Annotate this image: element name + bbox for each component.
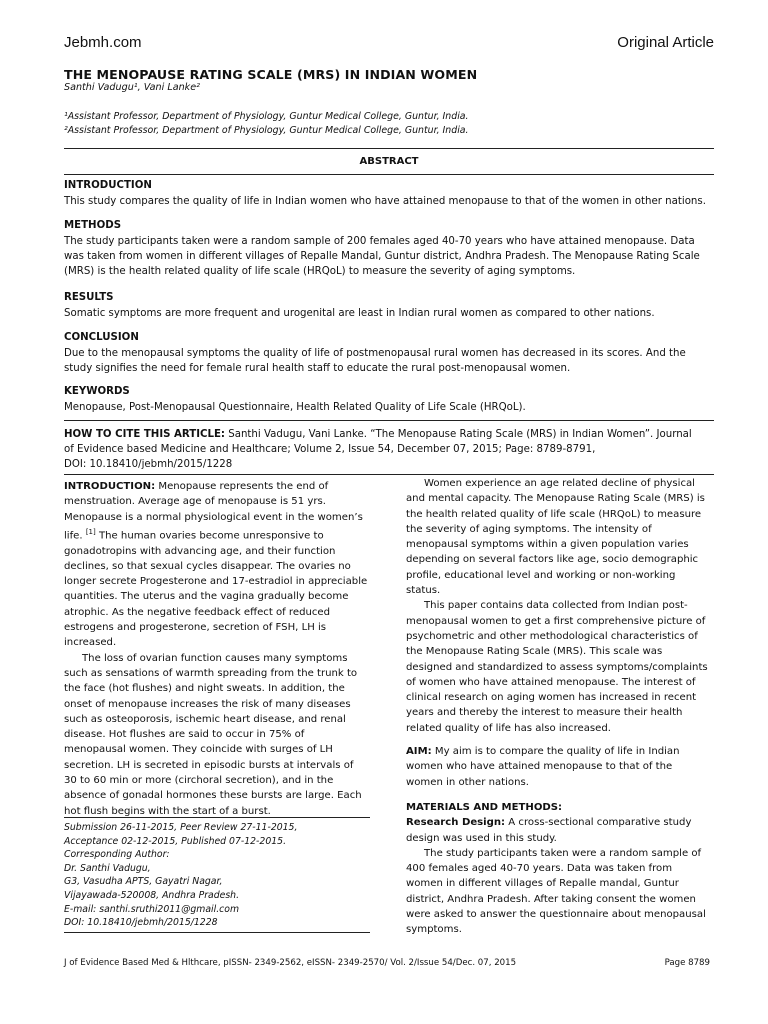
page-number: Page 8789	[664, 958, 710, 968]
journal-footer: J of Evidence Based Med & Hlthcare, pISSN- 2349-2562, eISSN- 2349-2570/ Vol. 2/Issue 54/Dec. 07, 2015	[64, 958, 517, 968]
site-name: Jebmh.com	[64, 34, 142, 51]
divider	[64, 174, 714, 175]
divider	[64, 474, 714, 475]
right-column: Women experience an age related decline of physical and mental capacity. The Menopause Rating Scale (MRS) is the health related quality of life scale (HRQoL) to measure the severity of aging symptoms. The intensity of menopausal symptoms within a given population varies depending on several factors like age, socio demographic profile, educational level and working or non-working status. This paper contains data collected from Indian post- menopausal women to get a first comprehensive picture of psychometric and other methodological characteristics of the Menopause Rating Scale (MRS). This scale was designed and standardized to assess symptoms/complaints of women who have attained menopause. The interest of clinical research on aging women has increased in recent years and thereby the interest to measure their health related quality of life has also increased. AIM: My aim is to compare the quality of life in Indian women who have attained menopause to that of the women in other nations. MATERIALS AND METHODS: Research Design: A cross-sectional comparative study design was used in this study. The study participants taken were a random sample of 400 females aged 40-70 years. Data was taken from women in different villages of Repalle mandal, Guntur district, Andhra Pradesh. After taking consent the women were asked to answer the questionnaire about menopausal symptoms.	[406, 476, 714, 938]
affiliation-1: ¹Assistant Professor, Department of Physiology, Guntur Medical College, Guntur, India.	[64, 111, 469, 122]
citation-block	[64, 427, 714, 473]
abstract-conclusion-body: Due to the menopausal symptoms the quality of life of postmenopausal rural women has decreased in its scores. And the study signifies the need for female rural health staff to educate the rural post-menopausal women.	[64, 348, 686, 374]
divider	[64, 148, 714, 149]
citation-text: Santhi Vadugu, Vani Lanke. “The Menopause Rating Scale (MRS) in Indian Women”. Journal	[225, 429, 692, 440]
citation-text: of Evidence based Medicine and Healthcare; Volume 2, Issue 54, December 07, 2015; Page: 8789-8791,	[64, 444, 596, 456]
abstract-results-heading: RESULTS	[64, 292, 114, 303]
abstract-results-body: Somatic symptoms are more frequent and urogenital are least in Indian rural women as compared to other nations.	[64, 308, 655, 319]
article-title: THE MENOPAUSE RATING SCALE (MRS) IN INDIAN WOMEN	[64, 67, 478, 82]
abstract-keywords-heading: KEYWORDS	[64, 386, 130, 397]
citation-doi: DOI: 10.18410/jebmh/2015/1228	[64, 459, 233, 471]
abstract-intro-heading: INTRODUCTION	[64, 180, 152, 191]
abstract-conclusion-heading: CONCLUSION	[64, 332, 139, 343]
aim-label: AIM:	[406, 746, 432, 758]
methods-heading: MATERIALS AND METHODS:	[406, 801, 563, 813]
abstract-heading: ABSTRACT	[359, 156, 419, 167]
corresponding-email: E-mail: santhi.sruthi2011@gmail.com	[64, 903, 240, 915]
reference-marker: [1]	[85, 527, 96, 536]
submission-info-box: Submission 26-11-2015, Peer Review 27-11-2015, Acceptance 02-12-2015, Published 07-12-2015. Corresponding Author: Dr. Santhi Vadugu, G3, Vasudha APTS, Gayatri Nagar, Vijayawada-520008, Andhra Pradesh. E-mail: santhi.sruthi2011@gmail.com DOI: 10.18410/jebmh/2015/1228	[64, 817, 370, 933]
divider	[64, 420, 714, 421]
abstract-methods-heading: METHODS	[64, 220, 122, 231]
abstract-keywords-body: Menopause, Post-Menopausal Questionnaire, Health Related Quality of Life Scale (HRQoL).	[64, 402, 526, 413]
section-label: Original Article	[617, 34, 714, 51]
research-design-label: Research Design:	[406, 817, 506, 829]
citation-label: HOW TO CITE THIS ARTICLE:	[64, 429, 226, 440]
left-column: INTRODUCTION: Menopause represents the end of menstruation. Average age of menopause is 51 yrs. Menopause is a normal physiological event in the women’s life. [1] The human ovaries become unresponsive to gonadotropins with advancing age, and their function declines, so that sexual cycles disappear. The ovaries no longer secrete Progesterone and 17-estradiol in appreciable quantities. The uterus and the vagina gradually become atrophic. As the negative feedback effect of reduced estrogens and progesterone, secretion of FSH, LH is increased. The loss of ovarian function causes many symptoms such as sensations of warmth spreading from the trunk to the face (hot flushes) and night sweats. In addition, the onset of menopause increases the risk of many diseases such as osteoporosis, ischemic heart disease, and renal disease. Hot flushes are said to occur in 75% of menopausal women. They coincide with surges of LH secretion. LH is secreted in episodic bursts at intervals of 30 to 60 min or more (circhoral secretion), and in the absence of gonadal hormones these bursts are large. Each hot flush begins with the start of a burst.	[64, 481, 368, 817]
introduction-label: INTRODUCTION:	[64, 481, 156, 492]
abstract-intro-body: This study compares the quality of life in Indian women who have attained menopause to that of the women in other nations.	[64, 196, 706, 207]
article-authors: Santhi Vadugu¹, Vani Lanke²	[64, 82, 200, 93]
affiliation-2: ²Assistant Professor, Department of Physiology, Guntur Medical College, Guntur, India.	[64, 125, 469, 136]
abstract-methods-body: The study participants taken were a random sample of 200 females aged 40-70 years who have attained menopause. Data was taken from women in different villages of Repalle Mandal, Guntur district, Andhra Pradesh. The Menopause Rating Scale (MRS) is the health related quality of life scale (HRQoL) to measure the severity of aging symptoms.	[64, 236, 700, 277]
